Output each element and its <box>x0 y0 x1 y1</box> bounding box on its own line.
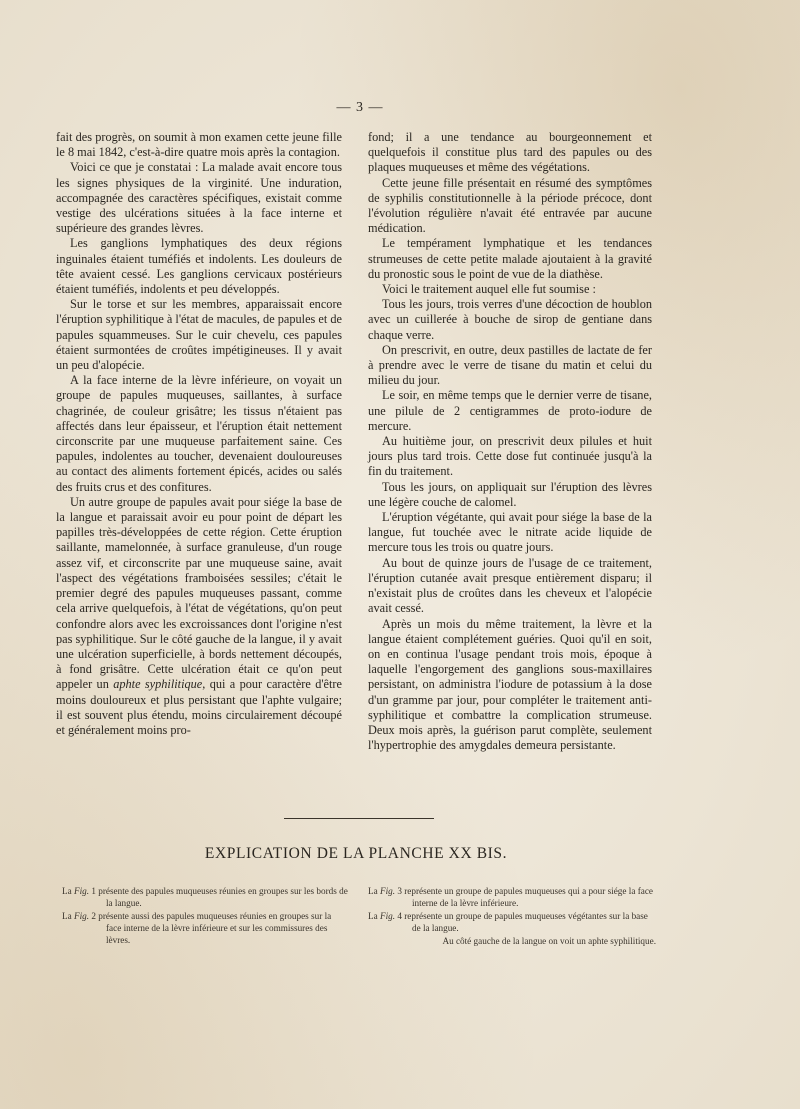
paragraph-text: , qui a pour caractère d'être moins douloureux et plus persistant que l'aphte vulgaire; il est souvent plus étendu, moins circulairement découpé et généralement moins pro- <box>56 677 342 737</box>
figure-caption <box>368 910 656 934</box>
paragraph: Tous les jours, trois verres d'une décoction de houblon avec un cuillerée à bouche de sirop de gentiane dans chaque verre. <box>368 297 652 342</box>
paragraph: Voici ce que je constatai : La malade avait encore tous les signes physiques de la virginité. Une induration, accompagnée des caractères spécifiques, existait comme vestige des ulcérations situées à la face interne et supérieure des grandes lèvres. <box>56 160 342 236</box>
paragraph: fait des progrès, on soumit à mon examen cette jeune fille le 8 mai 1842, c'est-à-dire quatre mois après la contagion. <box>56 130 342 160</box>
plate-heading: EXPLICATION DE LA PLANCHE XX BIS. <box>204 845 508 862</box>
captions-left <box>62 885 348 947</box>
paragraph: Après un mois du même traitement, la lèvre et la langue étaient complétement guéries. Quoi qu'il en soit, on en continua l'usage pendant trois mois, époque à laquelle l'engorgement des ganglions sous-maxillaires persistant, on administra l'iodure de potassium à la dose d'un gramme par jour, pour compléter le traitement anti-syphilitique et combattre la complication strumeuse. Deux mois après, la guérison parut complète, seulement l'hypertrophie des amygdales demeura persistante. <box>368 616 652 753</box>
paragraph: Tous les jours, on appliquait sur l'éruption des lèvres une légère couche de calomel. <box>368 479 652 509</box>
paragraph <box>56 495 342 738</box>
caption-prefix: La <box>62 886 74 896</box>
paragraph: A la face interne de la lèvre inférieure, on voyait un groupe de papules muqueuses, saillantes, à surface chagrinée, de couleur grisâtre; les tissus n'étaient pas affectés dans leur épaisseur, et l'éruption était nettement circonscrite par une muqueuse parfaitement saine. Ces papules, indolentes au toucher, devenaient douloureuses au contact des aliments fortement épicés, acides ou salés des fruits crus et des confitures. <box>56 373 342 494</box>
page-number: — 3 — <box>336 100 384 115</box>
paragraph: L'éruption végétante, qui avait pour siége la base de la langue, fut touchée avec le nitrate acide liquide de mercure tous les trois ou quatre jours. <box>368 510 652 555</box>
caption-prefix: La <box>368 911 380 921</box>
figure-caption <box>368 885 656 909</box>
left-text-column <box>56 130 342 738</box>
paragraph: Le tempérament lymphatique et les tendances strumeuses de cette petite malade ajoutaient à la gravité du pronostic sous le point de vue de la diathèse. <box>368 236 652 281</box>
paragraph: Au huitième jour, on prescrivit deux pilules et huit jours plus tard trois. Cette dose fut continuée jusqu'à la fin du traitement. <box>368 434 652 479</box>
section-divider <box>284 818 434 819</box>
paragraph: On prescrivit, en outre, deux pastilles de lactate de fer à prendre avec le verre de tisane du matin et celui du milieu du jour. <box>368 342 652 388</box>
fig-label: Fig. <box>74 886 90 896</box>
paragraph-text: Un autre groupe de papules avait pour siége la base de la langue et paraissait avoir eu pour point de départ les papilles très-développées de cette région. Cette éruption saillante, mamelonnée, à surface granuleuse, d'un rouge assez vif, et circonscrite par une muqueuse saine, avait l'aspect des végétations framboisées sessiles; c'était le premier degré des papules muqueuses passant, comme cela arrive quelquefois, à l'état de végétations, qu'on peut confondre alors avec les excroissances dont l'origine n'est pas syphilitique. Sur le côté gauche de la langue, il y avait une ulcération superficielle, à bords nettement découpés, à fond grisâtre. Cette ulcération était ce qu'on peut appeler un <box>56 494 342 692</box>
paragraph: Voici le traitement auquel elle fut soumise : <box>382 282 596 297</box>
caption-text: 3 représente un groupe de papules muqueuses qui a pour siége la face interne de la lèvre inférieure. <box>395 886 653 908</box>
fig-label: Fig. <box>380 886 396 896</box>
italic-term: aphte syphilitique <box>113 677 203 692</box>
fig-label: Fig. <box>380 911 396 921</box>
fig-label: Fig. <box>74 911 90 921</box>
caption-prefix: La <box>62 911 74 921</box>
figure-caption <box>62 885 348 909</box>
caption-text: 1 présente des papules muqueuses réunies en groupes sur les bords de la langue. <box>89 886 348 908</box>
paragraph: Sur le torse et sur les membres, apparaissait encore l'éruption syphilitique à l'état de macules, de papules et de papules squammeuses. Sur le cuir chevelu, ces papules étaient surmontées de croûtes impétigineuses. Il y avait un peu d'alopécie. <box>56 297 342 373</box>
figure-caption <box>62 910 348 946</box>
captions-right <box>368 885 656 948</box>
paragraph: Au bout de quinze jours de l'usage de ce traitement, l'éruption cutanée avait presque entièrement disparu; il n'existait plus de croûtes dans les cheveux et l'alopécie avait cessé. <box>368 555 652 616</box>
caption-prefix: La <box>368 886 380 896</box>
paragraph: Cette jeune fille présentait en résumé des symptômes de syphilis constitutionnelle à la période précoce, dont l'évolution régulière n'avait été entravée par aucune médication. <box>368 175 652 236</box>
paragraph: Le soir, en même temps que le dernier verre de tisane, une pilule de 2 centigrammes de proto-iodure de mercure. <box>368 388 652 433</box>
paragraph: Les ganglions lymphatiques des deux régions inguinales étaient tuméfiés et indolents. Les douleurs de tête avaient cessé. Les ganglions cervicaux postérieurs étaient tuméfiés, indolents et peu développés. <box>56 236 342 297</box>
right-text-column <box>368 130 652 753</box>
caption-note: Au côté gauche de la langue on voit un aphte syphilitique. <box>442 936 656 946</box>
paragraph: fond; il a une tendance au bourgeonnement et quelquefois il constitue plus tard des papules ou des plaques muqueuses et même des végétations. <box>368 130 652 175</box>
caption-text: 4 représente un groupe de papules muqueuses végétantes sur la base de la langue. <box>395 911 648 933</box>
caption-text: 2 présente aussi des papules muqueuses réunies en groupes sur la face interne de la lèvre inférieure et sur les commissures des lèvres. <box>89 911 332 945</box>
